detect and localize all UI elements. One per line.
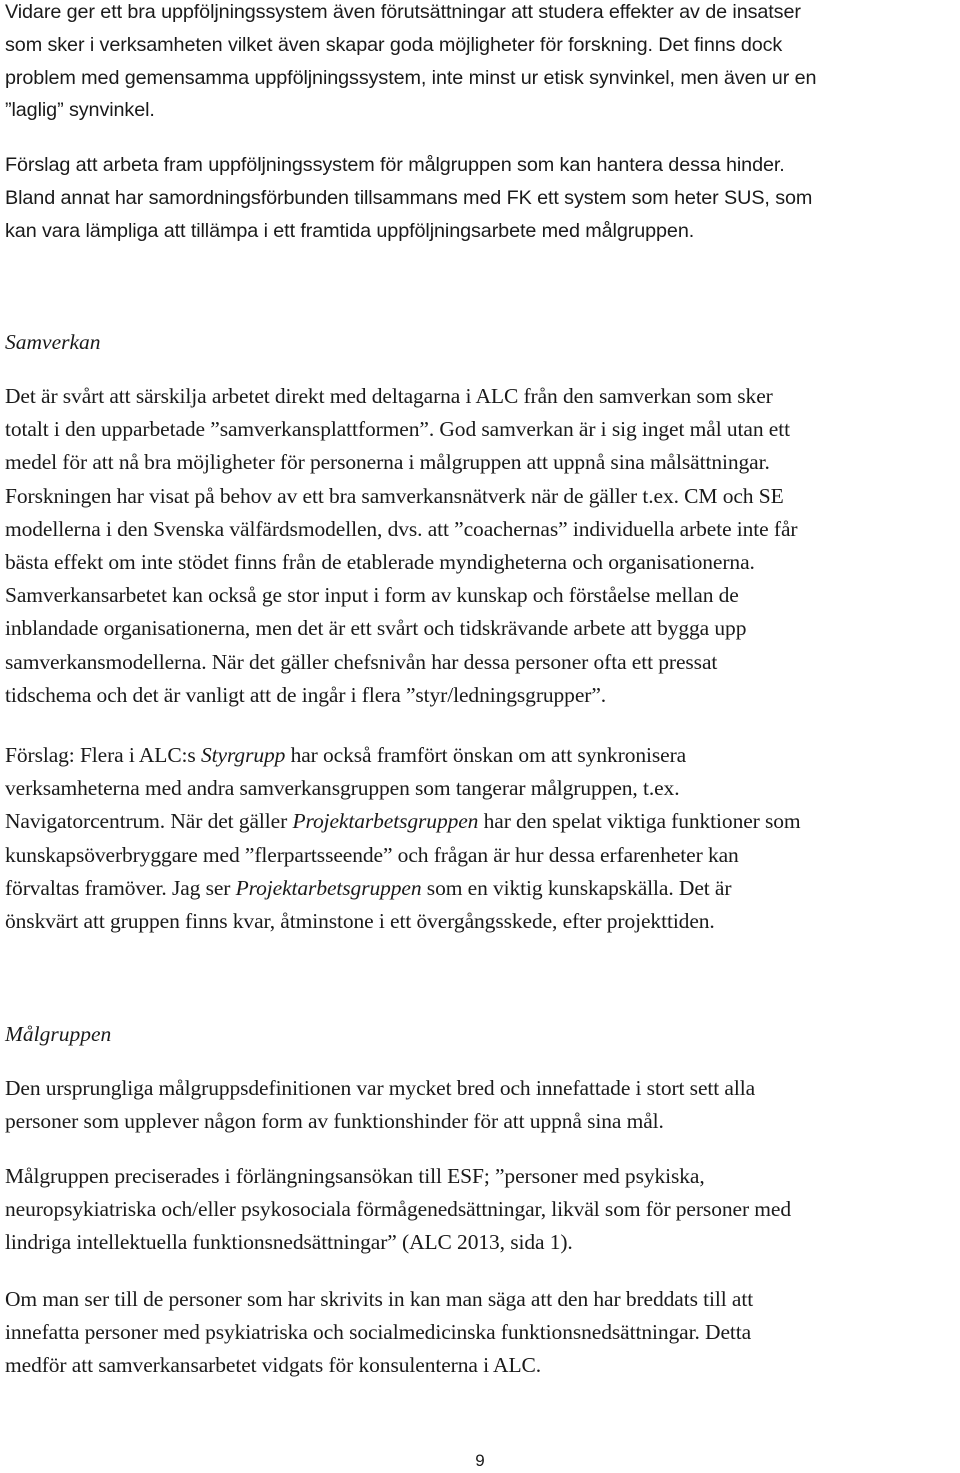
proposal-emphasis-projektarbetsgruppen-2: Projektarbetsgruppen (235, 875, 422, 900)
proposal-emphasis-styrgrupp: Styrgrupp (200, 743, 286, 767)
heading-malgruppen: Målgruppen (5, 1022, 112, 1046)
paragraph-intro: Vidare ger ett bra uppföljningssystem även förutsättningar att studera effekter av de insatser som sker i verksamheten vilket även skapar goda möjligheter för forskning. Det finns dock problem med gemensamma uppföljningssystem, inte minst ur etisk synvinkel, men även ur en ”laglig” synvinkel. (5, 1, 817, 122)
proposal-text-4: som en viktig kunskapskälla. Det är önskvärt att gruppen finns kvar, åtminstone i ett övergångsskede, efter projekttiden. (5, 875, 732, 934)
document-page (5, 0, 955, 1473)
paragraph-samverkan: Det är svårt att särskilja arbetet direkt med deltagarna i ALC från den samverkan som sker totalt i den upparbetade ”samverkansplattformen”. God samverkan är i sig inget mål utan ett medel för att nå bra möjligheter för personerna i målgruppen att uppnå sina målsättningar. Forskningen har visat på behov av ett bra samverkansnätverk när de gäller t.ex. CM och SE modellerna i den Svenska välfärdsmodellen, dvs. att ”coachernas” individuella arbete inte får bästa effekt om inte stödet finns från de etablerade myndigheterna och organisationerna. Samverkansarbetet kan också ge stor input i form av kunskap och förståelse mellan de inblandade organisationerna, men det är ett svårt och tidskrävande arbete att bygga upp samverkansmodellerna. När det gäller chefsnivån har dessa personer ofta ett pressat tidschema och det är vanligt att de ingår i flera ”styr/ledningsgrupper”. (5, 384, 798, 707)
paragraph-malgruppen-definition: Den ursprungliga målgruppsdefinitionen var mycket bred och innefattade i stort sett alla personer som upplever någon form av funktionshinder för att uppnå sina mål. (5, 1076, 756, 1134)
proposal-text-2: har också framfört önskan om att synkronisera verksamheterna med andra samverkansgruppen som tangerar målgruppen, t.ex. Navigatorcentrum. När det gäller (5, 743, 687, 834)
proposal-emphasis-projektarbetsgruppen-1: Projektarbetsgruppen (292, 809, 479, 834)
paragraph-malgruppen-precision: Målgruppen preciserades i förlängningsansökan till ESF; ”personer med psykiska, neuropsykiatriska och/eller psykosociala förmågenedsättningar, likväl som för personer med lindriga intellektuella funktionsnedsättningar” (ALC 2013, sida 1). (5, 1164, 791, 1255)
paragraph-malgruppen-broadened: Om man ser till de personer som har skrivits in kan man säga att den har breddats till att innefatta personer med psykiatriska och socialmedicinska funktionsnedsättningar. Detta medför att samverkansarbetet vidgats för konsulenterna i ALC. (5, 1287, 754, 1378)
page-number: 9 (475, 1451, 485, 1470)
proposal-text-1: Förslag: Flera i ALC:s (5, 743, 201, 767)
proposal-text-3: har den spelat viktiga funktioner som kunskapsöverbryggare med ”flerpartsseende” och frågan är hur dessa erfarenheter kan förvaltas framöver. Jag ser (5, 809, 801, 900)
paragraph-proposal-steering (5, 739, 955, 938)
heading-samverkan: Samverkan (5, 330, 101, 354)
paragraph-proposal-follow-up: Förslag att arbeta fram uppföljningssystem för målgruppen som kan hantera dessa hinder. Bland annat har samordningsförbunden tillsammans med FK ett system som heter SUS, som kan vara lämpliga att tillämpa i ett framtida uppföljningsarbete med målgruppen. (5, 154, 813, 242)
